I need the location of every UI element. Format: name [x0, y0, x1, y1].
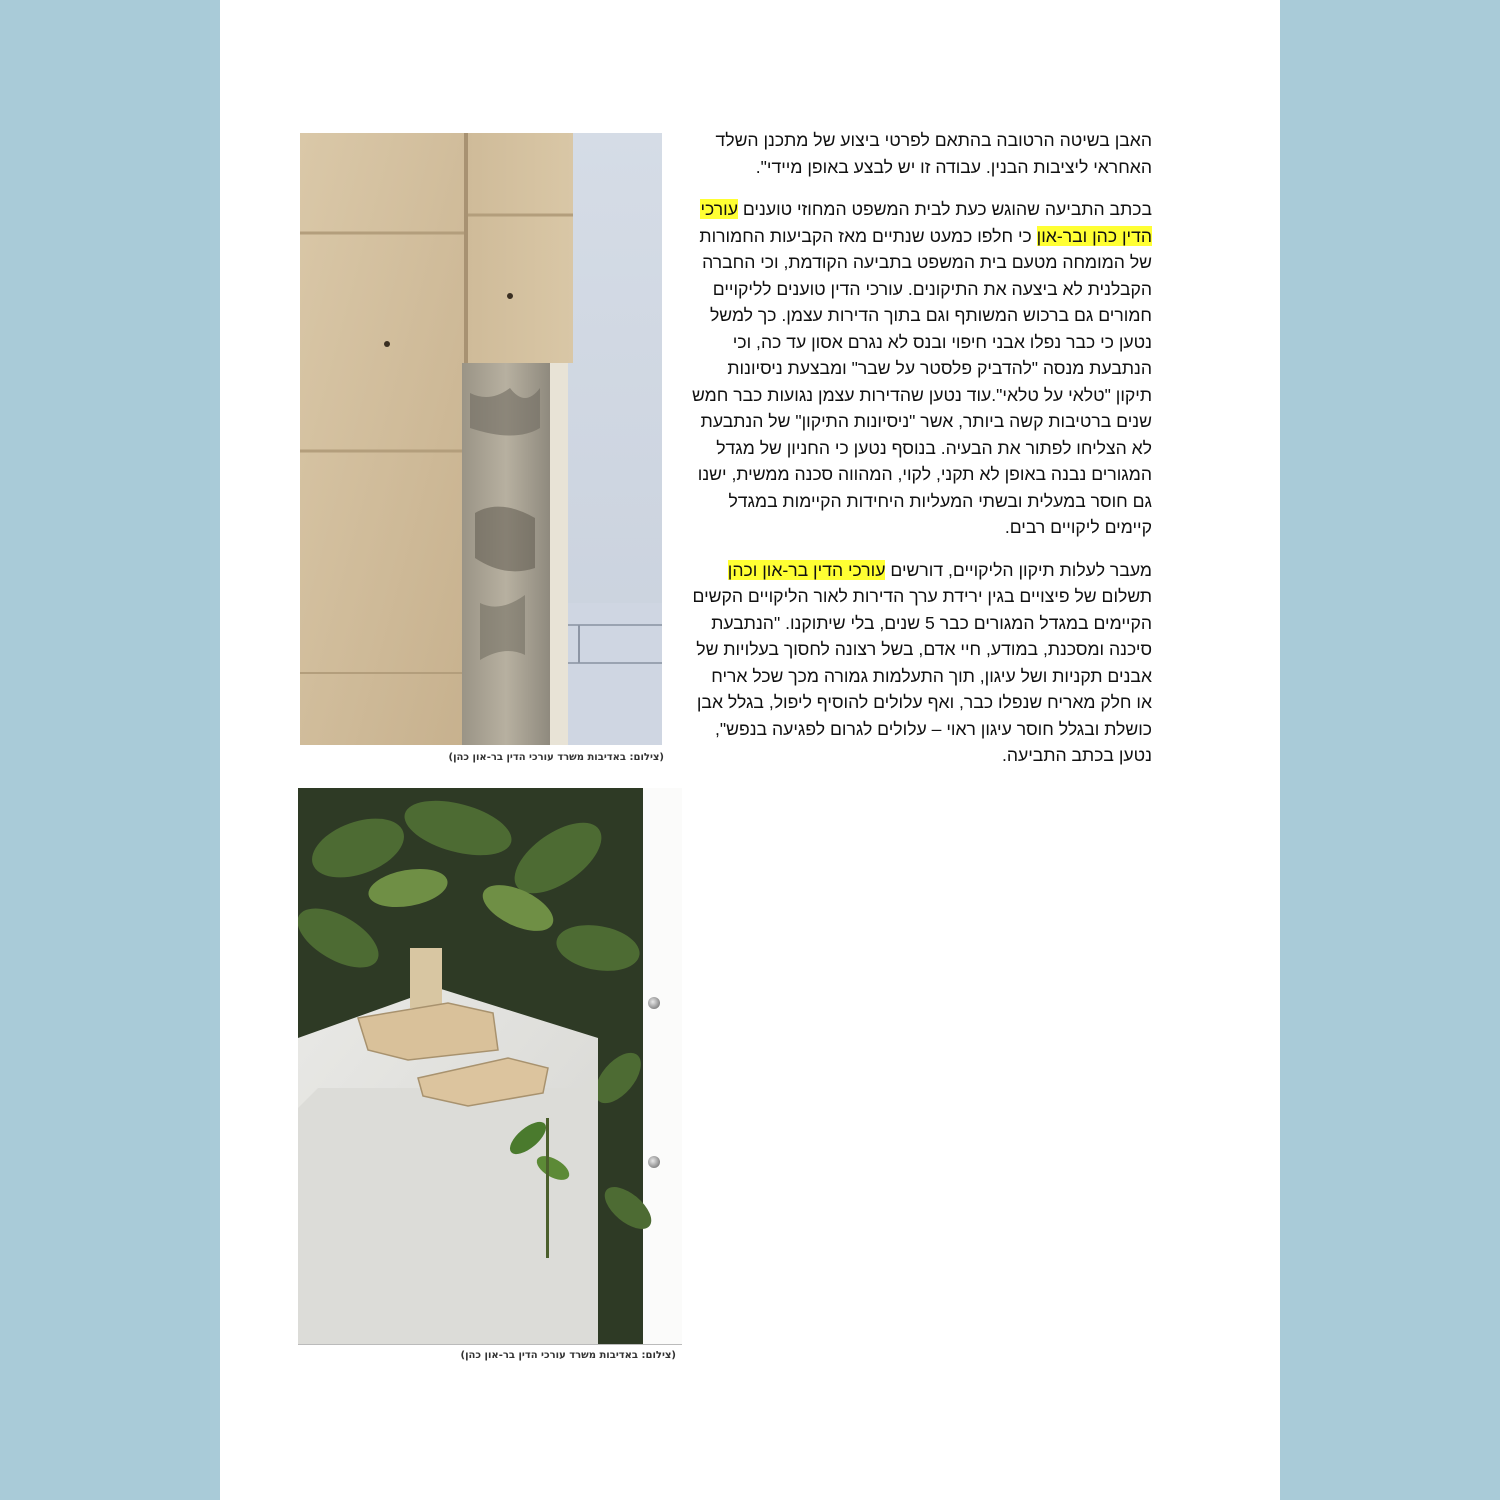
paragraph-3	[692, 557, 1152, 769]
punch-hole	[648, 1156, 660, 1168]
paragraph-2	[692, 196, 1152, 541]
photo-2-caption: (צילום: באדיבות משרד עורכי הדין בר-און כהן)	[460, 1350, 676, 1361]
paragraph-3-text: מעבר לעלות תיקון הליקויים, דורשים	[885, 559, 1152, 580]
punch-hole	[648, 997, 660, 1009]
document-page	[220, 0, 1280, 1500]
paragraph-1: האבן בשיטה הרטובה בהתאם לפרטי ביצוע של מתכנן השלד האחראי ליציבות הבנין. עבודה זו יש לבצע באופן מיידי".	[715, 130, 1152, 177]
highlight-lawyers: עורכי הדין כהן ובר-און	[700, 199, 1152, 246]
photo-1-caption: (צילום: באדיבות משרד עורכי הדין בר-און כהן)	[448, 752, 664, 763]
photo-stone-wall	[300, 133, 662, 745]
paragraph-3-text: תשלום של פיצויים בגין ירידת ערך הדירות לאור הליקויים הקשים הקיימים במגדל המגורים כבר 5 שנים, בלי שיתוקנו. "הנתבעת סיכנה ומסכנת, במודע, חיי אדם, בשל רצונה לחסוך בעלויות של אבנים תקניות ושל עיגון, תוך התעלמות גמורה מכך שכל אריח או חלק מאריח שנפלו כבר, ואף עלולים להוסיף ליפול, בגלל אבן כושלת ובגלל חוסר עיגון ראוי – עלולים לגרום לפגיעה בנפש", נטען בכתב התביעה.	[692, 586, 1152, 765]
highlight-lawyers: עורכי הדין בר-און וכהן	[727, 559, 886, 580]
article-body	[692, 127, 1152, 785]
stone-wall-image	[300, 133, 662, 745]
fallen-stones-image	[298, 788, 682, 1344]
photo-fallen-stones	[298, 788, 682, 1345]
paragraph-2-text: בכתב התביעה שהוגש כעת לבית המשפט המחוזי טוענים	[737, 199, 1152, 219]
paragraph-2-text: כי חלפו כמעט שנתיים מאז הקביעות החמורות של המומחה מטעם בית המשפט בתביעה הקודמת, וכי החברה הקבלנית לא ביצעה את התיקונים. עורכי הדין טוענים לליקויים חמורים גם ברכוש המשותף וגם בתוך הדירות עצמן. כך למשל נטען כי כבר נפלו אבני חיפוי ובנס לא נגרם אסון עד כה, וכי הנתבעת מנסה "להדביק פלסטר על שבר" ומבצעת ניסיונות תיקון "טלאי על טלאי".עוד נטען שהדירות עצמן נגועות כבר חמש שנים ברטיבות קשה ביותר, אשר "ניסיונות התיקון" של הנתבעת לא הצליחו לפתור את הבעיה. בנוסף נטען כי החניון של מגדל המגורים נבנה באופן לא תקני, לקוי, המהווה סכנה ממשית, ישנו גם חוסר במעלית ובשתי המעליות היחידות הקיימות במגדל קיימים ליקויים רבים.	[692, 225, 1152, 537]
